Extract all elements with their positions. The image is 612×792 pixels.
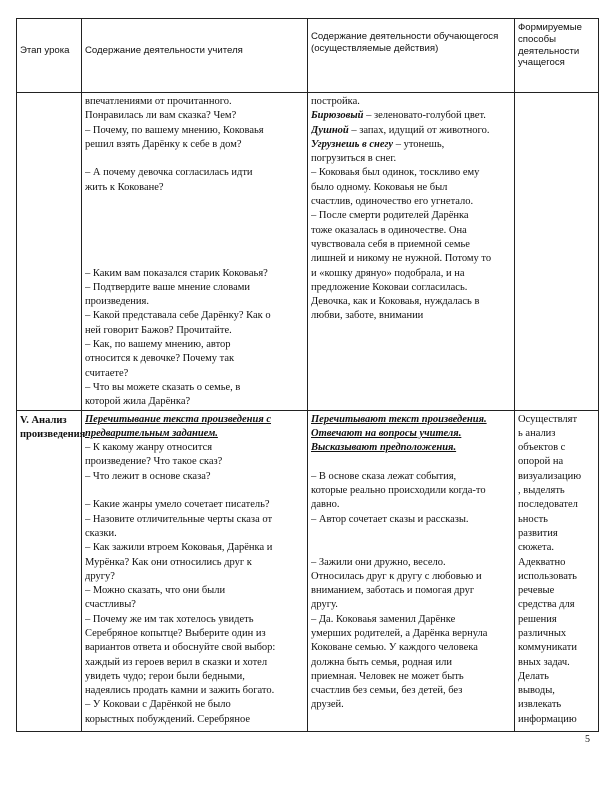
text-line: лишней и никому не нужной. Потому то (311, 253, 492, 265)
text-line: – Зажили они дружно, весело. (311, 556, 446, 568)
text-line: – Назовите отличительные черты сказа от (85, 513, 273, 525)
text-line: Перечитывают текст произведения. (311, 413, 487, 425)
text-line: речевые (518, 585, 555, 597)
text-line: жить к Коковане? (85, 181, 164, 193)
teacher-cell (82, 93, 308, 411)
teacher-cell (82, 410, 308, 731)
teacher-questions (85, 441, 304, 727)
text-line: – Каким вам показался старик Коковаья? (85, 267, 268, 279)
text-line: использовать (518, 570, 577, 582)
header-teacher: Содержание деятельности учителя (85, 45, 243, 56)
text-line: Понравилась ли вам сказка? Чем? (85, 110, 237, 122)
vocab-definition: – запах, идущий от животного. (348, 124, 490, 136)
lesson-plan-table (16, 18, 599, 732)
text-line: – А почему девочка согласилась идти (85, 167, 253, 179)
text-line: хаждый из героев верил в сказки и хотел (85, 656, 268, 668)
text-line: – Как, по вашему мнению, автор (85, 339, 231, 351)
vocab-definition: – зеленовато-голубой цвет. (363, 110, 486, 122)
text-line: Высказывают предположения. (311, 442, 457, 454)
text-line: относится к девочке? Почему так (85, 353, 235, 365)
task-intro: Перечитывание текста произведения с предварительным заданием. (85, 413, 272, 439)
header-stage: Этап урока (20, 45, 70, 56)
stage-cell (17, 410, 86, 731)
text-line: – Автор сочетает сказы и рассказы. (311, 513, 469, 525)
blank-line (85, 484, 304, 498)
text-line: вных задач. (518, 656, 570, 668)
text-line: – После смерти родителей Дарёнка (311, 210, 469, 222)
text-line: Девочка, как и Коковаья, нуждалась в (311, 296, 480, 308)
text-line: сюжета. (518, 542, 555, 554)
text-line: давно. (311, 499, 340, 511)
teacher-text (82, 93, 307, 410)
text-line: произведение? Что такое сказ? (85, 456, 223, 468)
blank-line (311, 527, 511, 541)
text-line: которые реально происходили когда-то (311, 485, 486, 497)
blank-line (311, 541, 511, 555)
text-line: – Подтвердите ваше мнение словами (85, 281, 251, 293)
text-line: любви, заботе, внимании (311, 310, 424, 322)
text-line: счастлив, одиночество его угнетало. (311, 196, 474, 208)
stage-cell-empty (17, 93, 82, 411)
student-text (308, 411, 514, 713)
text-line: объектов с (518, 442, 566, 454)
vocab-line (311, 109, 511, 123)
text-line: предложение Коковаи согласилась. (311, 281, 468, 293)
student-cell (308, 93, 515, 411)
vocab-line (311, 124, 511, 138)
text-line: – К какому жанру относится (85, 442, 213, 454)
text-line: решения (518, 613, 557, 625)
text-line: опорой на (518, 456, 564, 468)
page-number: 5 (585, 734, 590, 745)
text-line: счастливы? (85, 599, 136, 611)
text-line: Адекватно (518, 556, 566, 568)
text-line: развития (518, 527, 558, 539)
blank-line (311, 455, 511, 469)
vocab-term: Душной (311, 124, 349, 136)
student-answers (311, 455, 511, 712)
text-line: счастлив без семьи, без детей, без (311, 685, 463, 697)
text-line: – Коковаья был одинок, тоскливо ему (311, 167, 480, 179)
text-line: впечатлениями от прочитанного. (85, 96, 232, 107)
text-line: Относилась друг к другу с любовью и (311, 570, 482, 582)
student-text (308, 93, 514, 324)
text-line: умерших родителей, а Дарёнка вернула (311, 627, 488, 639)
text-line: – Можно сказать, что они были (85, 585, 226, 597)
teacher-text (82, 411, 307, 728)
text-line: – Что вы можете сказать о семье, в (85, 381, 241, 393)
text-line: Мурёнка? Как они относились друг к (85, 556, 252, 568)
header-ways-cell (515, 19, 599, 93)
text-line: друзей. (311, 699, 344, 711)
text-line: произведения. (85, 296, 149, 308)
stage-label: V. Анализ произведения (20, 414, 86, 440)
header-row (17, 19, 599, 93)
text-line: погрузиться в снег. (311, 153, 397, 165)
text-line: , выделять (518, 485, 565, 497)
text-line: – Что лежит в основе сказа? (85, 470, 211, 482)
blank-line (85, 224, 304, 238)
text-line: другу? (85, 570, 115, 582)
text-line: другу. (311, 599, 338, 611)
text-line: последовател (518, 499, 578, 511)
text-line: – Да. Коковаья заменил Дарёнке (311, 613, 456, 625)
text-line: приемная. Человек не может быть (311, 670, 464, 682)
text-line: вниманием, заботась и помогая друг (311, 585, 475, 597)
text-line: – В основе сказа лежат события, (311, 470, 457, 482)
ways-cell-empty (515, 93, 599, 411)
text-line: Серебряное копытце? Выберите один из (85, 627, 266, 639)
header-ways: Формируемые способы деятельности учащегося (518, 22, 582, 69)
text-line: коммуникати (518, 642, 577, 654)
text-line: чувствовала себя в приемной семье (311, 238, 470, 250)
table-row (17, 93, 599, 411)
text-line: решил взять Дарёнку к себе в дом? (85, 138, 242, 150)
text-line: корыстных побуждений. Серебряное (85, 713, 250, 725)
text-line: – Почему, по вашему мнению, Коковаья (85, 124, 264, 136)
blank-line (85, 195, 304, 209)
text-line: надеялись продать камни и зажить богато. (85, 685, 275, 697)
blank-line (85, 152, 304, 166)
header-student: Содержание деятельности обучающегося (осуществляемые действия) (311, 31, 499, 54)
text-line: Коковане семью. У каждого человека (311, 642, 478, 654)
text-line: – Какие жанры умело сочетает писатель? (85, 499, 270, 511)
text-line: – Какой представала себе Дарёнку? Как о (85, 310, 271, 322)
text-line: информацию (518, 713, 577, 725)
text-line: визуализацию (518, 470, 582, 482)
student-actions (311, 413, 511, 456)
text-line: сказки. (85, 527, 117, 539)
text-line: должна быть семья, родная или (311, 656, 452, 668)
student-cell (308, 410, 515, 731)
vocab-term: Бирюзовый (311, 110, 364, 122)
text-line: Отвечают на вопросы учителя. (311, 427, 462, 439)
header-stage-cell (17, 19, 82, 93)
text-line: постройка. (311, 96, 360, 107)
ways-text (515, 411, 598, 728)
text-line: которой жила Дарёнка? (85, 396, 191, 408)
blank-line (85, 209, 304, 223)
text-line: и «кошку дрянуо» подобрала, и на (311, 267, 465, 279)
table-row (17, 410, 599, 731)
text-line: – У Коковаи с Дарёнкой не было (85, 699, 231, 711)
text-line: Осуществлят (518, 413, 578, 425)
header-teacher-cell (82, 19, 308, 93)
header-student-cell (308, 19, 515, 93)
blank-line (85, 252, 304, 266)
vocab-line (311, 138, 511, 152)
text-line: ь анализ (518, 427, 556, 439)
text-line: было одному. Коковаья не был (311, 181, 448, 193)
vocab-definition: – утонешь, (393, 138, 445, 150)
text-line: увидеть чудо; герои были бедными, (85, 670, 245, 682)
text-line: ней говорит Бажов? Прочитайте. (85, 324, 232, 336)
text-line: тоже оказалась в одиночестве. Она (311, 224, 467, 236)
text-line: выводы, (518, 685, 555, 697)
text-line: считаете? (85, 367, 129, 379)
blank-line (85, 238, 304, 252)
text-line: – Как зажили втроем Коковаья, Дарёнка и (85, 542, 273, 554)
text-line: – Почему же им так хотелось увидеть (85, 613, 254, 625)
text-line: извлекать (518, 699, 562, 711)
vocab-term: Угрузнешь в снегу (311, 138, 394, 150)
text-line: Делать (518, 670, 549, 682)
text-line: вариантов ответа и обоснуйте свой выбор: (85, 642, 276, 654)
text-line: ьность (518, 513, 548, 525)
text-line: средства для (518, 599, 575, 611)
ways-cell (515, 410, 599, 731)
text-line: различных (518, 627, 567, 639)
